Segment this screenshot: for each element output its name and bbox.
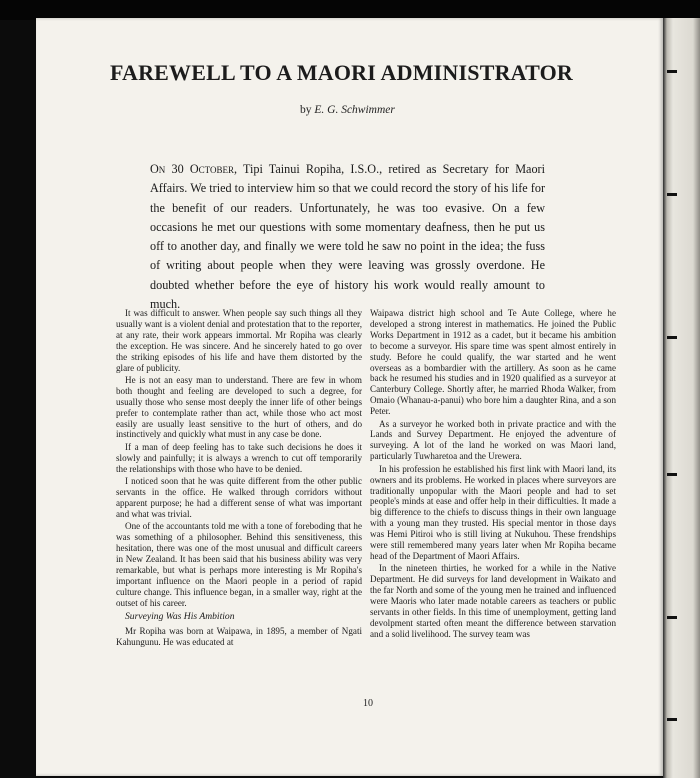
scan-border [0, 0, 700, 20]
body-paragraph: Mr Ropiha was born at Waipawa, in 1895, a member of Ngati Kahungunu. He was educated at [116, 626, 362, 648]
body-paragraph: It was difficult to answer. When people say such things all they usually want is a violent denial and protestation that to the reporter, at any rate, their work appears immortal. Mr Ropiha was clearly the exception. He was sincere. And he sincerely hated to go over the striking episodes of his life and have them distorted by the glare of publicity. [116, 308, 362, 373]
left-column [116, 308, 362, 650]
binding-mark [667, 616, 677, 619]
lead-opening-words: On 30 October, [150, 162, 238, 176]
body-paragraph: He is not an easy man to understand. There are few in whom both thought and feeling are developed to such a degree, for usually those who sense most deeply the inner life of other beings prefer to contemplate rather than act, while those who act most easily are usually least sensitive to the hurt of others, and do instinctively and quickly what must in any case be done. [116, 374, 362, 440]
right-column [370, 308, 616, 641]
body-paragraph: If a man of deep feeling has to take such decisions he does it slowly and painfully; it is always a wrench to cut off temporarily the relationships with those who have to be denied. [116, 441, 362, 474]
page-gutter [663, 18, 700, 778]
byline-prefix: by [300, 104, 312, 116]
author-name: E. G. Schwimmer [314, 104, 395, 116]
body-paragraph: I noticed soon that he was quite different from the other public servants in the office. He walked through corridors without apparent purpose; he had a different sense of what was important and what was trivial. [116, 476, 362, 519]
body-paragraph: Waipawa district high school and Te Aute College, where he developed a strong interest in mathematics. He joined the Public Works Department in 1912 as a cadet, but it became his ambition to become a surveyor. His spare time was spent almost entirely in study. Before he could qualify, the war started and he went overseas as a bombardier with the artillery. As soon as he came back he resumed his studies and in 1920 qualified as a surveyor at Canterbury College. Shortly after, he married Rhoda Walker, from Omaio (Whanau-a-panui) who bore him a daughter Rina, and a son Peter. [370, 308, 616, 417]
lead-text: Tipi Tainui Ropiha, I.S.O., retired as Secretary for Maori Affairs. We tried to interview him so that we could record the story of his life for the benefit of our readers. Unfortunately, he was too evasive. On a few occasions he met our questions with some momentary deafness, then he put us off to another day, and finally we were told he saw no point in the idea; the fuss of writing about people when they were leaving was grossly overdone. He doubted whether before the eye of history his work would really amount to much. [150, 162, 545, 312]
binding-mark [667, 718, 677, 721]
lead-paragraph [150, 160, 545, 314]
binding-mark [667, 336, 677, 339]
body-paragraph: One of the accountants told me with a tone of foreboding that he was something of a philosopher. Behind this sensitiveness, this hesitation, there was one of the most unusual and difficult careers in New Zealand. It has been said that his business ability was very remarkable, but what is perhaps more interesting is Mr Ropiha's important influence on the Maori people in a period of rapid culture change. This influence began, in a smaller way, right at the outset of his career. [116, 521, 362, 608]
body-paragraph: As a surveyor he worked both in private practice and with the Lands and Survey Department. He enjoyed the adventure of surveying. A lot of the land he worked on was Maori land, particularly Tuwharetoa and the Urewera. [370, 418, 616, 462]
article-title: FAREWELL TO A MAORI ADMINISTRATOR [110, 60, 573, 85]
page-number: 10 [363, 698, 373, 709]
body-paragraph: In his profession he established his first link with Maori land, its owners and its problems. He worked in places where surveyors are traditionally unpopular with the Maori people and had to set people's minds at ease and offer help in their difficulties. It made a big difference to the chiefs to discuss things in their own language with a young man they trusted. His special mentor in those days was Hemi Pitiroi who is still living at Nukuhou. These frendships were still remembered many years later when Mr Ropiha became head of the Department of Maori Affairs. [370, 463, 616, 561]
binding-mark [667, 70, 677, 73]
binding-mark [667, 473, 677, 476]
section-subheading: Surveying Was His Ambition [125, 611, 235, 623]
body-paragraph: In the nineteen thirties, he worked for a while in the Native Department. He did surveys for land development in Waikato and the far North and some of the young men he trained and influenced were Maoris who later made notable careers as teachers or public servants in other fields. In this time of unemployment, getting land devolpment started often meant the difference between starvation and a solid livelihood. The survey team was [370, 563, 616, 639]
byline [300, 104, 395, 116]
binding-mark [667, 193, 677, 196]
